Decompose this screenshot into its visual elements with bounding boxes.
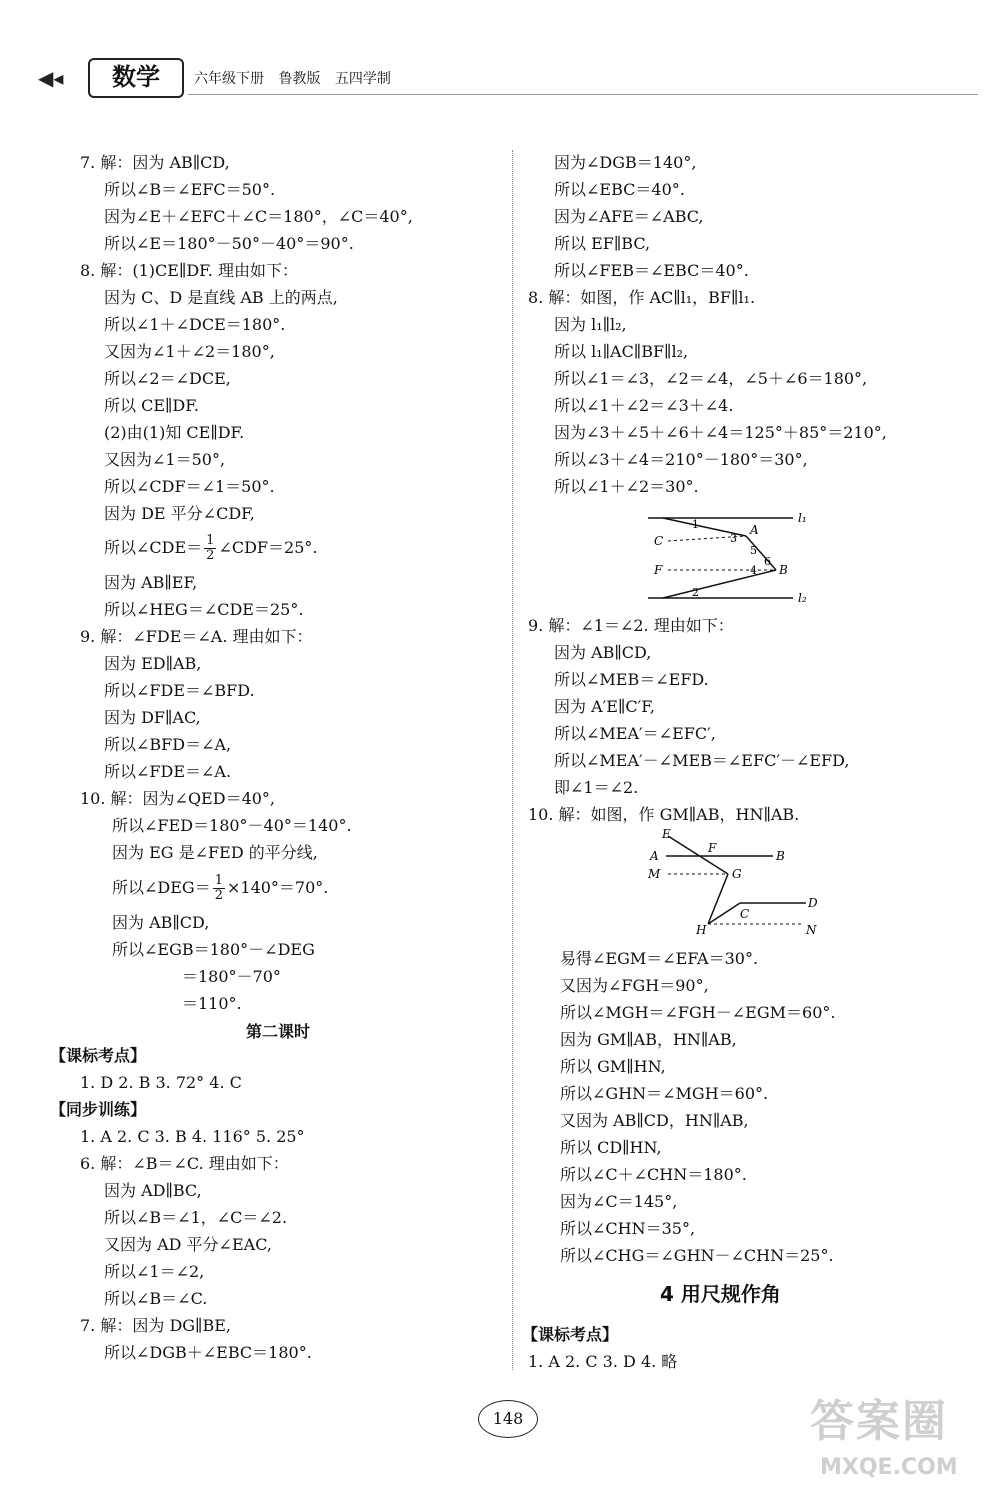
answer-line: 因为 A′E∥C′F, [554,697,655,716]
label-B: B [776,849,785,863]
answer-line: 所以∠DGB＋∠EBC＝180°. [104,1343,312,1362]
parallel-lines-figure-1 [638,508,848,608]
answer-line: 所以∠2＝∠DCE, [104,369,231,388]
answer-line: 所以 GM∥HN, [560,1057,666,1076]
angle-3: 3 [730,532,737,545]
label-G: G [732,867,742,881]
answer-line: 所以∠C＋∠CHN＝180°. [560,1165,747,1184]
column-divider [512,150,513,1370]
label-l2: l₂ [798,591,807,605]
label-H: H [696,923,707,937]
label-D: D [808,896,818,910]
answer-line: 因为 DE 平分∠CDF, [104,504,255,523]
answer-line: 所以∠B＝∠C. [104,1289,208,1308]
answer-line: 所以∠MGH＝∠FGH－∠EGM＝60°. [560,1003,836,1022]
answer-line: 因为 C、D 是直线 AB 上的两点, [104,288,338,307]
answer-line: 所以∠BFD＝∠A, [104,735,232,754]
answer-line: 所以∠MEA′＝∠EFC′, [554,724,716,743]
watermark [810,1385,958,1480]
answer-line: 因为∠DGB＝140°, [554,153,697,172]
system-label: 五四学制 [334,71,391,87]
answer-line: 7. 解：因为 DG∥BE, [80,1316,231,1335]
answer-line: 所以∠1＋∠DCE＝180°. [104,315,286,334]
angle-5: 5 [750,544,757,557]
answer-line: ＝110°. [182,994,242,1013]
fraction: $\frac{1}{2}$ [214,873,223,903]
answer-line: 所以∠CHG＝∠GHN－∠CHN＝25°. [560,1246,834,1265]
answer-line: 所以 EF∥BC, [554,234,651,253]
label-F: F [654,563,663,577]
label-E: E [662,828,671,841]
answer-line: 10. 解：如图，作 GM∥AB，HN∥AB. [528,805,800,824]
answer-line: 所以∠FEB＝∠EBC＝40°. [554,261,749,280]
label-N: N [806,923,817,937]
lesson-title: 第二课时 [246,1022,311,1041]
label-A: A [650,849,659,863]
answer-line: (2)由(1)知 CE∥DF. [104,423,245,442]
answer-line: 所以∠GHN＝∠MGH＝60°. [560,1084,769,1103]
angle-2: 2 [692,586,699,599]
answer-line: 所以∠FDE＝∠BFD. [104,681,255,700]
answer-line: 所以∠E＝180°－50°－40°＝90°. [104,234,354,253]
angle-1: 1 [692,518,699,531]
answer-line: 9. 解：∠1＝∠2. 理由如下： [528,616,734,635]
kaodian-heading: 【课标考点】 [50,1046,147,1065]
label-C: C [654,534,664,548]
answer-line: ＝180°－70° [182,967,281,986]
kaodian-answers: 1. A 2. C 3. D 4. 略 [528,1352,678,1371]
answer-line: 9. 解：∠FDE＝∠A. 理由如下： [80,627,313,646]
answer-line: 又因为 AD 平分∠EAC, [104,1235,272,1254]
label-M: M [648,867,661,881]
parallel-lines-figure-2 [638,828,838,940]
answer-line: 又因为∠1＝50°, [104,450,226,469]
answer-line: 所以∠1＋∠2＝30°. [554,477,699,496]
answer-line: 因为 ED∥AB, [104,654,202,673]
double-chevron-left-icon: ◀◂ [38,66,64,90]
answer-line: 又因为∠1＋∠2＝180°, [104,342,275,361]
watermark-url: MXQE.COM [820,1455,958,1480]
answer-line: 因为 AB∥EF, [104,573,198,592]
answer-line: 所以∠B＝∠1，∠C＝∠2. [104,1208,288,1227]
answer-line: 所以 l₁∥AC∥BF∥l₂, [554,342,689,361]
label-F: F [708,841,717,855]
book-info [194,68,401,88]
answer-line: 10. 解：因为∠QED＝40°, [80,789,276,808]
answer-line: 因为 AB∥CD, [112,913,210,932]
answer-line: 所以∠HEG＝∠CDE＝25°. [104,600,304,619]
answer-line: 所以 CD∥HN, [560,1138,662,1157]
answer-line: 因为 AD∥BC, [104,1181,202,1200]
label-C: C [740,907,750,921]
answer-line: 因为 AB∥CD, [554,643,652,662]
header-rule [188,94,978,95]
tongbu-heading: 【同步训练】 [50,1100,147,1119]
edition-label: 鲁教版 [278,71,321,87]
label-B: B [779,563,788,577]
answer-line: 所以∠EGB＝180°－∠DEG [112,940,315,959]
answer-line: 所以∠1＝∠3，∠2＝∠4，∠5＋∠6＝180°, [554,369,868,388]
page-number: 148 [478,1400,538,1438]
answer-line: 所以∠MEB＝∠EFD. [554,670,709,689]
kaodian-answers: 1. D 2. B 3. 72° 4. C [80,1073,242,1092]
answer-line: 8. 解：如图，作 AC∥l₁，BF∥l₁. [528,288,756,307]
answer-line: 8. 解：(1)CE∥DF. 理由如下： [80,261,298,280]
label-A: A [750,523,759,537]
fraction: $\frac{1}{2}$ [206,533,215,563]
answer-line: 所以∠CHN＝35°, [560,1219,696,1238]
answer-line: 所以∠1＝∠2, [104,1262,205,1281]
tongbu-answers: 1. A 2. C 3. B 4. 116° 5. 25° [80,1127,305,1146]
answer-line: 因为∠C＝145°, [560,1192,678,1211]
angle-4: 4 [750,564,757,577]
section-title: 4 用尺规作角 [660,1282,781,1306]
answer-line: 所以∠EBC＝40°. [554,180,685,199]
kaodian-heading: 【课标考点】 [522,1325,619,1344]
answer-line: 7. 解：因为 AB∥CD, [80,153,230,172]
answer-line: 所以∠B＝∠EFC＝50°. [104,180,276,199]
answer-line: 又因为 AB∥CD，HN∥AB, [560,1111,749,1130]
answer-line: 因为 DF∥AC, [104,708,201,727]
answer-line: 6. 解：∠B＝∠C. 理由如下： [80,1154,289,1173]
answer-line: 因为 l₁∥l₂, [554,315,627,334]
grade-label: 六年级下册 [194,71,264,87]
answer-line: 所以∠3＋∠4＝210°－180°＝30°, [554,450,808,469]
answer-line: 因为∠AFE＝∠ABC, [554,207,704,226]
answer-line: 所以∠CDF＝∠1＝50°. [104,477,275,496]
answer-line: 所以 CE∥DF. [104,396,199,415]
label-l1: l₁ [798,511,807,525]
answer-line: 即∠1＝∠2. [554,778,639,797]
answer-line: 因为∠E＋∠EFC＋∠C＝180°，∠C＝40°, [104,207,413,226]
answer-line: 因为∠3＋∠5＋∠6＋∠4＝125°＋85°＝210°, [554,423,887,442]
answer-line-fraction: 所以∠DEG＝ $\frac{1}{2}$ ×140°＝70°. [112,873,329,903]
page-header [38,58,958,98]
answer-line-fraction: 所以∠CDE＝ $\frac{1}{2}$ ∠CDF＝25°. [104,533,318,563]
answer-line: 易得∠EGM＝∠EFA＝30°. [560,949,759,968]
watermark-title: 答案圈 [810,1396,948,1447]
answer-line: 所以∠FDE＝∠A. [104,762,232,781]
angle-6: 6 [764,555,771,568]
answer-line: 又因为∠FGH＝90°, [560,976,709,995]
answer-line: 因为 GM∥AB，HN∥AB, [560,1030,737,1049]
answer-line: 因为 EG 是∠FED 的平分线, [112,843,318,862]
answer-line: 所以∠FED＝180°－40°＝140°. [112,816,352,835]
answer-line: 所以∠MEA′－∠MEB＝∠EFC′－∠EFD, [554,751,850,770]
answer-line: 所以∠1＋∠2＝∠3＋∠4. [554,396,734,415]
subject-logo: 数学 [88,58,184,98]
